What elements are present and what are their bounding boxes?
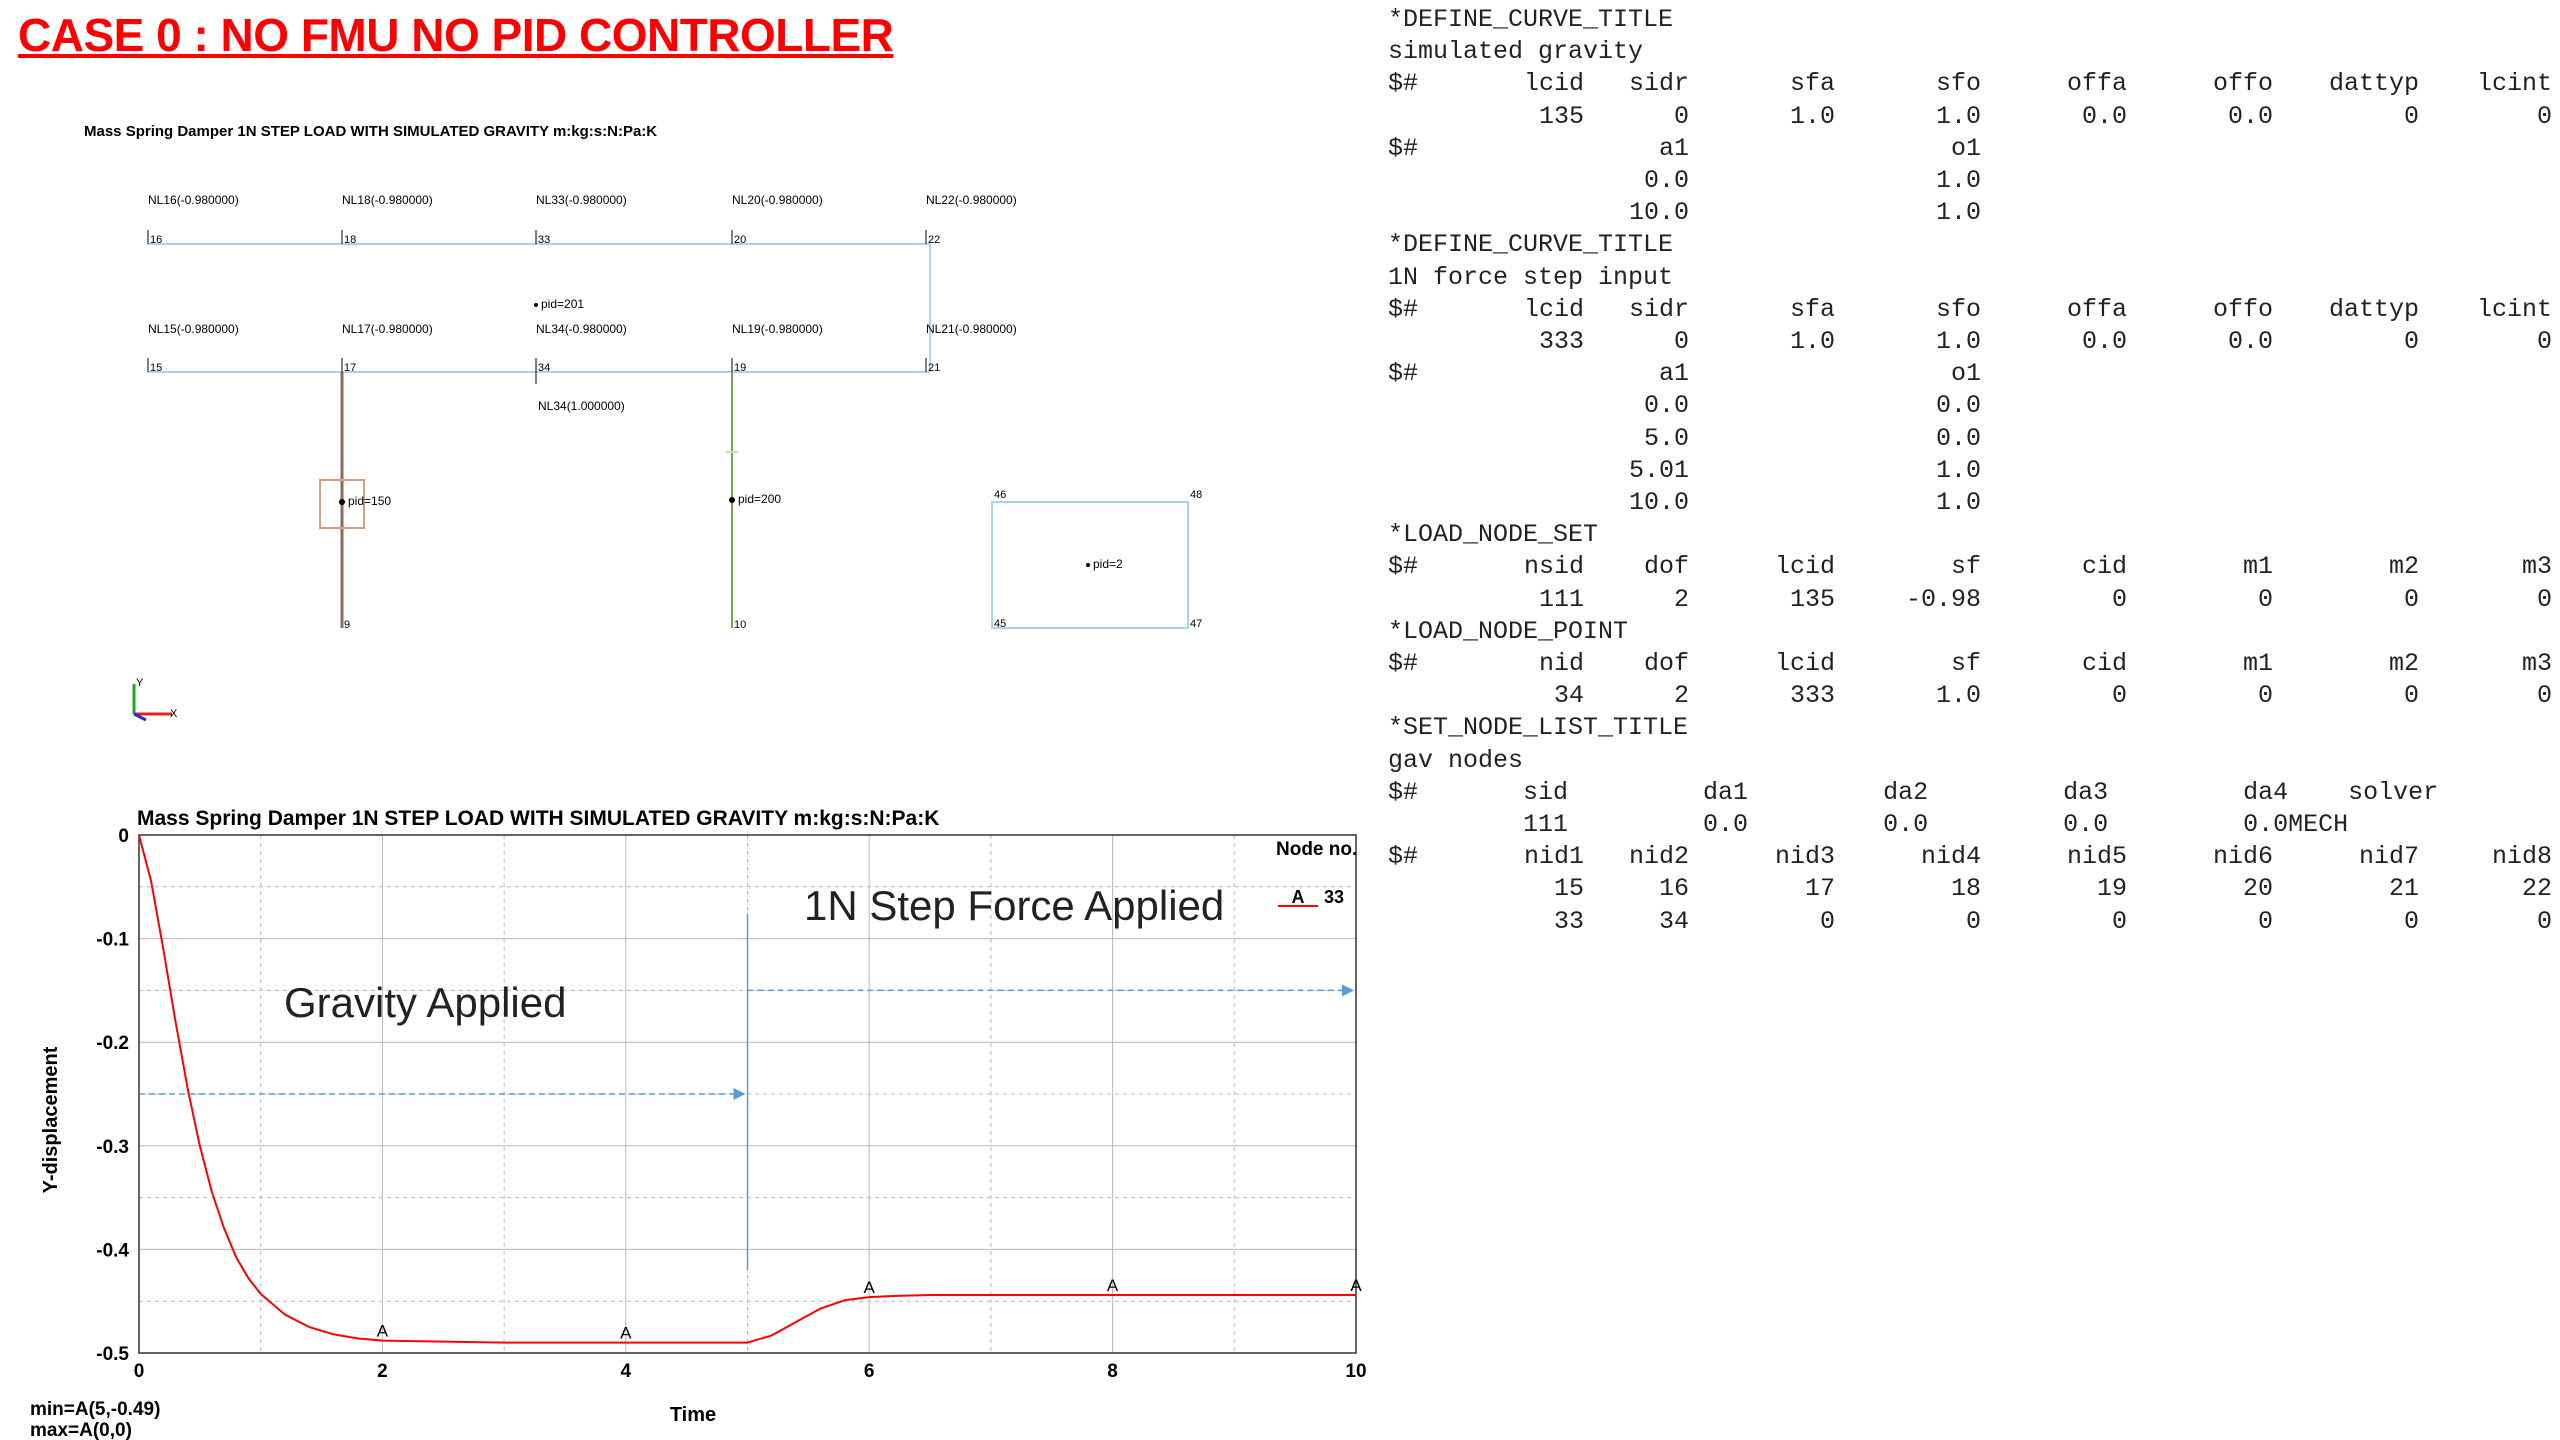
- axis-y-label: Y: [136, 677, 144, 689]
- keyword-field: $#: [1388, 552, 1419, 582]
- keyword-field: m3: [2521, 649, 2552, 678]
- keyword-line: [1388, 873, 2556, 905]
- keyword-field: 0.0: [1935, 391, 1981, 421]
- keyword-field: 1.0: [1935, 101, 1981, 131]
- keyword-line: *LOAD_NODE_POINT: [1388, 616, 1629, 646]
- keyword-field: 34: [1658, 906, 1689, 936]
- plate-node-48: 48: [1190, 489, 1203, 501]
- keyword-field: $#: [1388, 359, 1419, 389]
- keyword-field: 333: [1789, 681, 1835, 711]
- mid-load-label: NL15(-0.980000): [148, 322, 239, 336]
- keyword-field: lcid: [1774, 552, 1835, 582]
- keyword-field: $#: [1388, 133, 1419, 163]
- top-load-label: NL33(-0.980000): [536, 193, 627, 207]
- keyword-field: dof: [1643, 649, 1689, 678]
- mid-load-label: NL17(-0.980000): [342, 322, 433, 336]
- keyword-field: 5.01: [1628, 455, 1689, 485]
- keyword-field: nid: [1538, 649, 1584, 678]
- top-load-label: NL16(-0.980000): [148, 193, 239, 207]
- top-node-label: 18: [344, 234, 357, 246]
- series-marker: A: [1106, 1275, 1119, 1295]
- keyword-field: nid5: [2066, 842, 2127, 872]
- keyword-field: $#: [1388, 842, 1419, 872]
- keyword-field: 0: [2403, 906, 2419, 936]
- gravity-arrowhead: [734, 1088, 746, 1100]
- keyword-field: nid2: [1628, 842, 1689, 872]
- keyword-field: 0: [1819, 906, 1835, 936]
- keyword-line: 1N force step input: [1388, 262, 1674, 292]
- keyword-field: sfo: [1935, 294, 1981, 324]
- pid-200-label: pid=200: [738, 492, 782, 506]
- top-load-row: [148, 193, 1017, 246]
- keyword-line: [1388, 455, 2556, 487]
- keyword-field: nsid: [1523, 552, 1584, 582]
- keyword-field: 0: [2536, 681, 2552, 711]
- annotation-gravity: Gravity Applied: [284, 979, 567, 1026]
- legend-label: 33: [1324, 887, 1345, 907]
- keyword-field: 33: [1553, 906, 1584, 936]
- top-node-label: 16: [150, 234, 163, 246]
- keyword-line: [1388, 487, 2556, 519]
- keyword-field: o1: [1950, 133, 1981, 163]
- keyword-field: 0: [1673, 101, 1689, 131]
- axis-x-label: X: [170, 708, 178, 720]
- keyword-field: sidr: [1628, 294, 1689, 324]
- mid-node-label: 17: [344, 362, 357, 374]
- keyword-field: 1.0: [1935, 198, 1981, 228]
- top-load-label: NL22(-0.980000): [926, 193, 1017, 207]
- mid-node-label: 19: [734, 362, 747, 374]
- keyword-field: nid1: [1523, 842, 1584, 872]
- keyword-field: 0: [2536, 906, 2552, 936]
- keyword-field: lcint: [2476, 69, 2552, 99]
- node-label-10: 10: [734, 619, 747, 631]
- mid-load-row: [148, 322, 1017, 374]
- keyword-line: gav nodes: [1388, 745, 1524, 775]
- node-label-9: 9: [344, 619, 351, 631]
- keyword-field: 1.0: [1789, 101, 1835, 131]
- keyword-line: *DEFINE_CURVE_TITLE: [1388, 5, 1674, 34]
- keyword-field: 19: [2096, 874, 2127, 904]
- keyword-field: dattyp: [2328, 294, 2419, 324]
- model-view: [0, 100, 1300, 740]
- keyword-field: nid6: [2212, 842, 2273, 872]
- keyword-field: 1.0: [1935, 488, 1981, 517]
- y-tick-label: -0.5: [96, 1344, 129, 1365]
- x-tick-label: 0: [133, 1361, 145, 1382]
- keyword-field: sf: [1950, 552, 1981, 582]
- keyword-field: 0: [2403, 584, 2419, 614]
- keyword-field: $#: [1388, 649, 1419, 678]
- top-node-label: 22: [928, 234, 941, 246]
- keyword-field: 0: [2257, 906, 2273, 936]
- pid-201-point: [534, 303, 538, 307]
- keyword-field: cid: [2081, 552, 2127, 582]
- mid-node-label: 15: [150, 362, 163, 374]
- keyword-field: cid: [2081, 649, 2127, 678]
- plate-node-45: 45: [994, 618, 1007, 630]
- series-marker: A: [376, 1321, 389, 1341]
- model-title: Mass Spring Damper 1N STEP LOAD WITH SIMULATED GRAVITY m:kg:s:N:Pa:K: [84, 123, 658, 140]
- keyword-field: sfa: [1789, 294, 1835, 324]
- keyword-line: simulated gravity: [1388, 37, 1644, 67]
- keyword-field: lcid: [1523, 69, 1584, 99]
- keyword-field: m1: [2242, 649, 2273, 678]
- keyword-line: *DEFINE_CURVE_TITLE: [1388, 230, 1674, 260]
- keyword-field: 17: [1804, 874, 1835, 904]
- keyword-field: sf: [1950, 649, 1981, 678]
- keyword-line: [1388, 584, 2556, 616]
- pid-200-point: [729, 497, 735, 503]
- mid-node-label: 21: [928, 362, 941, 374]
- keyword-field: 20: [2242, 874, 2273, 904]
- keyword-field: 21: [2388, 874, 2419, 904]
- pid-2-label: pid=2: [1093, 557, 1123, 571]
- keyword-line: [1388, 906, 2556, 938]
- keyword-field: 15: [1553, 874, 1584, 904]
- keyword-field: o1: [1950, 359, 1981, 389]
- keyword-line: $# sid da1 da2 da3 da4 solver: [1388, 777, 2439, 807]
- keyword-line: [1388, 165, 2556, 197]
- keyword-field: 0: [2111, 584, 2127, 614]
- plate-node-46: 46: [994, 489, 1007, 501]
- keyword-field: offa: [2066, 69, 2127, 99]
- keyword-field: 0.0: [1935, 423, 1981, 453]
- keyword-field: lcint: [2476, 294, 2552, 324]
- keyword-field: 135: [1789, 584, 1835, 614]
- keyword-field: nid8: [2491, 842, 2552, 872]
- keyword-field: 0: [2257, 681, 2273, 711]
- keyword-line: [1388, 197, 2556, 229]
- keyword-field: sfo: [1935, 69, 1981, 99]
- keyword-line: [1388, 390, 2556, 422]
- keyword-field: 1.0: [1935, 166, 1981, 195]
- y-tick-label: -0.1: [96, 929, 129, 951]
- keyword-field: dattyp: [2328, 69, 2419, 99]
- axis-triad: [134, 677, 178, 720]
- keyword-field: lcid: [1523, 294, 1584, 324]
- keyword-line: [1388, 294, 2556, 326]
- pid-201-label: pid=201: [541, 297, 585, 311]
- legend-title: Node no.: [1276, 839, 1358, 860]
- x-axis-label: Time: [669, 1404, 717, 1426]
- top-load-label: NL18(-0.980000): [342, 193, 433, 207]
- keyword-field: 0: [2111, 681, 2127, 711]
- keyword-field: 111: [1538, 584, 1584, 614]
- top-node-label: 33: [538, 234, 551, 246]
- min-readout: min=A(5,-0.49): [30, 1399, 161, 1420]
- keyword-field: offa: [2066, 294, 2127, 324]
- keyword-line: [1388, 841, 2556, 873]
- mid-node-label: 34: [538, 362, 551, 374]
- x-tick-label: 6: [863, 1361, 875, 1382]
- keyword-line: [1388, 101, 2556, 133]
- x-tick-label: 2: [377, 1361, 388, 1382]
- keyword-field: offo: [2212, 294, 2273, 324]
- keyword-field: 10.0: [1628, 198, 1689, 228]
- displacement-chart: [0, 795, 1390, 1440]
- keyword-field: lcid: [1774, 649, 1835, 678]
- keyword-field: 16: [1658, 874, 1689, 904]
- keyword-field: 0: [2111, 906, 2127, 936]
- y-axis-label: Y-displacement: [40, 1046, 62, 1194]
- y-tick-label: -0.4: [96, 1240, 129, 1262]
- x-tick-label: 4: [620, 1361, 632, 1382]
- keyword-field: 1.0: [1789, 327, 1835, 356]
- keyword-line: *LOAD_NODE_SET: [1388, 520, 1599, 550]
- keyword-field: 1.0: [1935, 681, 1981, 711]
- keyword-field: 0: [2403, 327, 2419, 356]
- keyword-field: 1.0: [1935, 327, 1981, 356]
- series-marker: A: [620, 1323, 632, 1343]
- keyword-field: 0.0: [2081, 101, 2127, 131]
- y-tick-label: 0: [118, 826, 129, 847]
- keyword-line: [1388, 358, 2556, 390]
- keyword-line: *SET_NODE_LIST_TITLE: [1388, 713, 1689, 743]
- keyword-field: nid3: [1774, 842, 1835, 872]
- keyword-line: [1388, 423, 2556, 455]
- keyword-field: 0: [2403, 681, 2419, 711]
- top-load-label: NL20(-0.980000): [732, 193, 823, 207]
- mid-load-label: NL34(-0.980000): [536, 322, 627, 336]
- keyword-field: 34: [1553, 681, 1584, 711]
- pid-2-point: [1086, 563, 1090, 567]
- keyword-field: 333: [1538, 327, 1584, 356]
- keyword-field: 0.0: [2081, 327, 2127, 356]
- plate-node-47: 47: [1190, 618, 1203, 630]
- pid-150-label: pid=150: [348, 494, 392, 508]
- nl34-positive-label: NL34(1.000000): [538, 399, 625, 413]
- top-node-label: 20: [734, 234, 747, 246]
- keyword-line: [1388, 326, 2556, 358]
- keyword-field: a1: [1658, 359, 1689, 389]
- keyword-line: 111 0.0 0.0 0.0 0.0MECH: [1388, 810, 2349, 839]
- keyword-field: nid7: [2358, 842, 2419, 872]
- y-tick-label: -0.3: [96, 1136, 129, 1158]
- keyword-field: 0: [2536, 584, 2552, 614]
- keyword-field: 0: [2536, 101, 2552, 131]
- mid-load-label: NL21(-0.980000): [926, 322, 1017, 336]
- keyword-file: [1388, 4, 2556, 964]
- x-tick-label: 10: [1345, 1361, 1367, 1382]
- case-title: CASE 0 : NO FMU NO PID CONTROLLER: [18, 9, 894, 61]
- keyword-line: [1388, 648, 2556, 680]
- keyword-field: a1: [1658, 133, 1689, 163]
- series-marker: A: [1350, 1275, 1362, 1295]
- keyword-field: 0: [1965, 906, 1981, 936]
- mid-load-label: NL19(-0.980000): [732, 322, 823, 336]
- keyword-field: $#: [1388, 69, 1419, 99]
- keyword-field: offo: [2212, 69, 2273, 99]
- keyword-line: [1388, 551, 2556, 583]
- keyword-field: 0.0: [2227, 101, 2273, 131]
- keyword-field: nid4: [1920, 842, 1981, 872]
- keyword-field: $#: [1388, 294, 1419, 324]
- keyword-field: 0: [1673, 327, 1689, 356]
- keyword-field: dof: [1643, 552, 1689, 582]
- keyword-field: m2: [2388, 649, 2419, 678]
- keyword-field: 10.0: [1628, 488, 1689, 517]
- keyword-line: [1388, 680, 2556, 712]
- max-readout: max=A(0,0): [30, 1420, 132, 1440]
- chart-title: Mass Spring Damper 1N STEP LOAD WITH SIMULATED GRAVITY m:kg:s:N:Pa:K: [137, 807, 940, 830]
- keyword-field: 2: [1673, 681, 1689, 711]
- keyword-field: 0.0: [2227, 327, 2273, 356]
- keyword-field: m2: [2388, 552, 2419, 582]
- annotation-step-force: 1N Step Force Applied: [804, 882, 1225, 929]
- keyword-field: sfa: [1789, 69, 1835, 99]
- keyword-field: sidr: [1628, 69, 1689, 99]
- keyword-field: 0: [2403, 101, 2419, 131]
- pid-150-point: [339, 499, 345, 505]
- keyword-field: 5.0: [1643, 423, 1689, 453]
- keyword-field: m3: [2521, 552, 2552, 582]
- keyword-field: -0.98: [1905, 584, 1981, 614]
- keyword-field: 2: [1673, 584, 1689, 614]
- keyword-field: 1.0: [1935, 455, 1981, 485]
- y-tick-label: -0.2: [96, 1033, 129, 1055]
- x-tick-label: 8: [1107, 1361, 1118, 1382]
- step-force-arrowhead: [1342, 984, 1354, 996]
- keyword-line: [1388, 133, 2556, 165]
- keyword-field: 0.0: [1643, 166, 1689, 195]
- keyword-field: 0: [2536, 327, 2552, 356]
- keyword-line: [1388, 68, 2556, 100]
- legend-marker: A: [1291, 887, 1305, 907]
- keyword-field: 135: [1538, 101, 1584, 131]
- keyword-field: 18: [1950, 874, 1981, 904]
- keyword-field: m1: [2242, 552, 2273, 582]
- keyword-field: 22: [2521, 874, 2552, 904]
- keyword-field: 0: [2257, 584, 2273, 614]
- series-marker: A: [863, 1278, 875, 1298]
- keyword-field: 0.0: [1643, 391, 1689, 421]
